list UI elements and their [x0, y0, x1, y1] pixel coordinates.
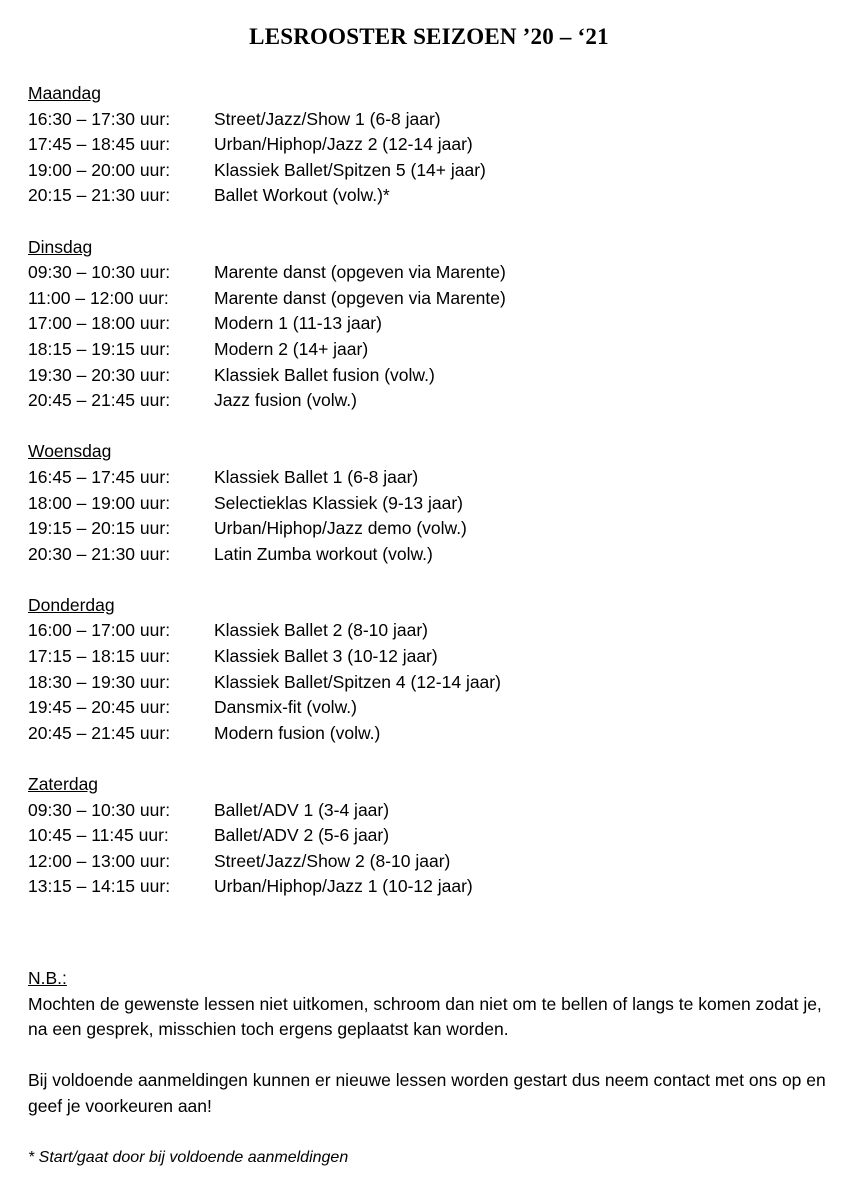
lesson-name: Modern fusion (volw.)	[214, 722, 381, 743]
lesson-row	[28, 388, 828, 414]
day-section-zaterdag	[28, 772, 828, 900]
footnote: * Start/gaat door bij voldoende aanmeldingen	[28, 1149, 349, 1167]
lesson-time: 17:15 – 18:15 uur:	[28, 646, 171, 667]
lesson-time: 16:45 – 17:45 uur:	[28, 466, 171, 487]
lesson-name: Marente danst (opgeven via Marente)	[214, 287, 506, 308]
lesson-time: 17:45 – 18:45 uur:	[28, 134, 171, 155]
lesson-row	[28, 337, 828, 363]
page-title: LESROOSTER SEIZOEN ’20 – ‘21	[249, 24, 609, 49]
lesson-row	[28, 107, 828, 133]
lesson-row	[28, 260, 828, 286]
lesson-time: 12:00 – 13:00 uur:	[28, 850, 171, 871]
day-section-dinsdag	[28, 235, 828, 414]
lesson-row	[28, 823, 828, 849]
lesson-time: 16:00 – 17:00 uur:	[28, 620, 171, 641]
lesson-row	[28, 158, 828, 184]
lesson-name: Urban/Hiphop/Jazz 2 (12-14 jaar)	[214, 134, 473, 155]
lesson-time: 13:15 – 14:15 uur:	[28, 876, 171, 897]
lesson-time: 20:45 – 21:45 uur:	[28, 722, 171, 743]
lesson-name: Street/Jazz/Show 1 (6-8 jaar)	[214, 108, 441, 129]
lesson-name: Marente danst (opgeven via Marente)	[214, 262, 506, 283]
lesson-time: 11:00 – 12:00 uur:	[28, 287, 169, 308]
lesson-row	[28, 542, 828, 568]
lesson-name: Klassiek Ballet 3 (10-12 jaar)	[214, 646, 438, 667]
lesson-row	[28, 874, 828, 900]
lesson-name: Urban/Hiphop/Jazz demo (volw.)	[214, 518, 467, 539]
day-section-woensdag	[28, 439, 828, 567]
day-heading: Maandag	[28, 83, 101, 103]
lesson-name: Modern 2 (14+ jaar)	[214, 338, 369, 359]
lesson-row	[28, 363, 828, 389]
lesson-row	[28, 286, 828, 312]
day-heading: Woensdag	[28, 441, 112, 462]
lesson-row	[28, 695, 828, 721]
lesson-time: 09:30 – 10:30 uur:	[28, 799, 171, 820]
lesson-time: 19:30 – 20:30 uur:	[28, 364, 171, 385]
notes-section	[28, 966, 828, 1171]
lesson-name: Klassiek Ballet/Spitzen 5 (14+ jaar)	[214, 159, 486, 180]
lesson-name: Klassiek Ballet 1 (6-8 jaar)	[214, 466, 419, 487]
lesson-time: 18:30 – 19:30 uur:	[28, 671, 171, 692]
notes-paragraph: Mochten de gewenste lessen niet uitkomen, schroom dan niet om te bellen of langs te komen zodat je, na een gesprek, misschien toch ergens geplaatst kan worden.	[28, 993, 822, 1040]
day-heading: Donderdag	[28, 594, 115, 615]
lesson-time: 19:00 – 20:00 uur:	[28, 159, 171, 180]
lesson-row	[28, 311, 828, 337]
lesson-time: 19:45 – 20:45 uur:	[28, 697, 171, 718]
notes-label: N.B.:	[28, 968, 67, 988]
lesson-name: Ballet Workout (volw.)*	[214, 185, 390, 206]
lesson-name: Street/Jazz/Show 2 (8-10 jaar)	[214, 850, 451, 871]
lesson-name: Klassiek Ballet 2 (8-10 jaar)	[214, 620, 428, 641]
lesson-time: 20:45 – 21:45 uur:	[28, 390, 171, 411]
lesson-time: 09:30 – 10:30 uur:	[28, 262, 171, 283]
lesson-time: 20:15 – 21:30 uur:	[28, 185, 171, 206]
lesson-name: Latin Zumba workout (volw.)	[214, 543, 433, 564]
day-section-maandag	[28, 81, 828, 209]
notes-paragraph: Bij voldoende aanmeldingen kunnen er nieuwe lessen worden gestart dus neem contact met ons op en geef je voorkeuren aan!	[28, 1070, 826, 1116]
lesson-name: Klassiek Ballet fusion (volw.)	[214, 364, 435, 385]
lesson-name: Urban/Hiphop/Jazz 1 (10-12 jaar)	[214, 876, 473, 897]
lesson-row	[28, 644, 828, 670]
lesson-row	[28, 721, 828, 747]
lesson-time: 19:15 – 20:15 uur:	[28, 518, 171, 539]
lesson-time: 18:00 – 19:00 uur:	[28, 492, 171, 513]
lesson-time: 18:15 – 19:15 uur:	[28, 338, 171, 359]
lesson-row	[28, 132, 828, 158]
lesson-name: Selectieklas Klassiek (9-13 jaar)	[214, 492, 463, 513]
lesson-time: 16:30 – 17:30 uur:	[28, 108, 171, 129]
lesson-name: Jazz fusion (volw.)	[214, 390, 357, 411]
lesson-time: 20:30 – 21:30 uur:	[28, 543, 171, 564]
lesson-row	[28, 465, 828, 491]
lesson-row	[28, 670, 828, 696]
lesson-row	[28, 183, 828, 209]
day-heading: Zaterdag	[28, 774, 99, 795]
lesson-time: 17:00 – 18:00 uur:	[28, 313, 171, 334]
day-heading: Dinsdag	[28, 236, 93, 257]
lesson-name: Ballet/ADV 2 (5-6 jaar)	[214, 825, 390, 846]
day-section-donderdag	[28, 593, 828, 747]
lesson-row	[28, 849, 828, 875]
lesson-name: Ballet/ADV 1 (3-4 jaar)	[214, 799, 390, 820]
lesson-row	[28, 491, 828, 517]
lesson-row	[28, 516, 828, 542]
lesson-row	[28, 618, 828, 644]
schedule	[28, 81, 828, 926]
lesson-name: Dansmix-fit (volw.)	[214, 697, 357, 718]
lesson-row	[28, 798, 828, 824]
lesson-name: Klassiek Ballet/Spitzen 4 (12-14 jaar)	[214, 671, 501, 692]
lesson-time: 10:45 – 11:45 uur:	[28, 825, 169, 846]
lesson-name: Modern 1 (11-13 jaar)	[214, 313, 382, 334]
